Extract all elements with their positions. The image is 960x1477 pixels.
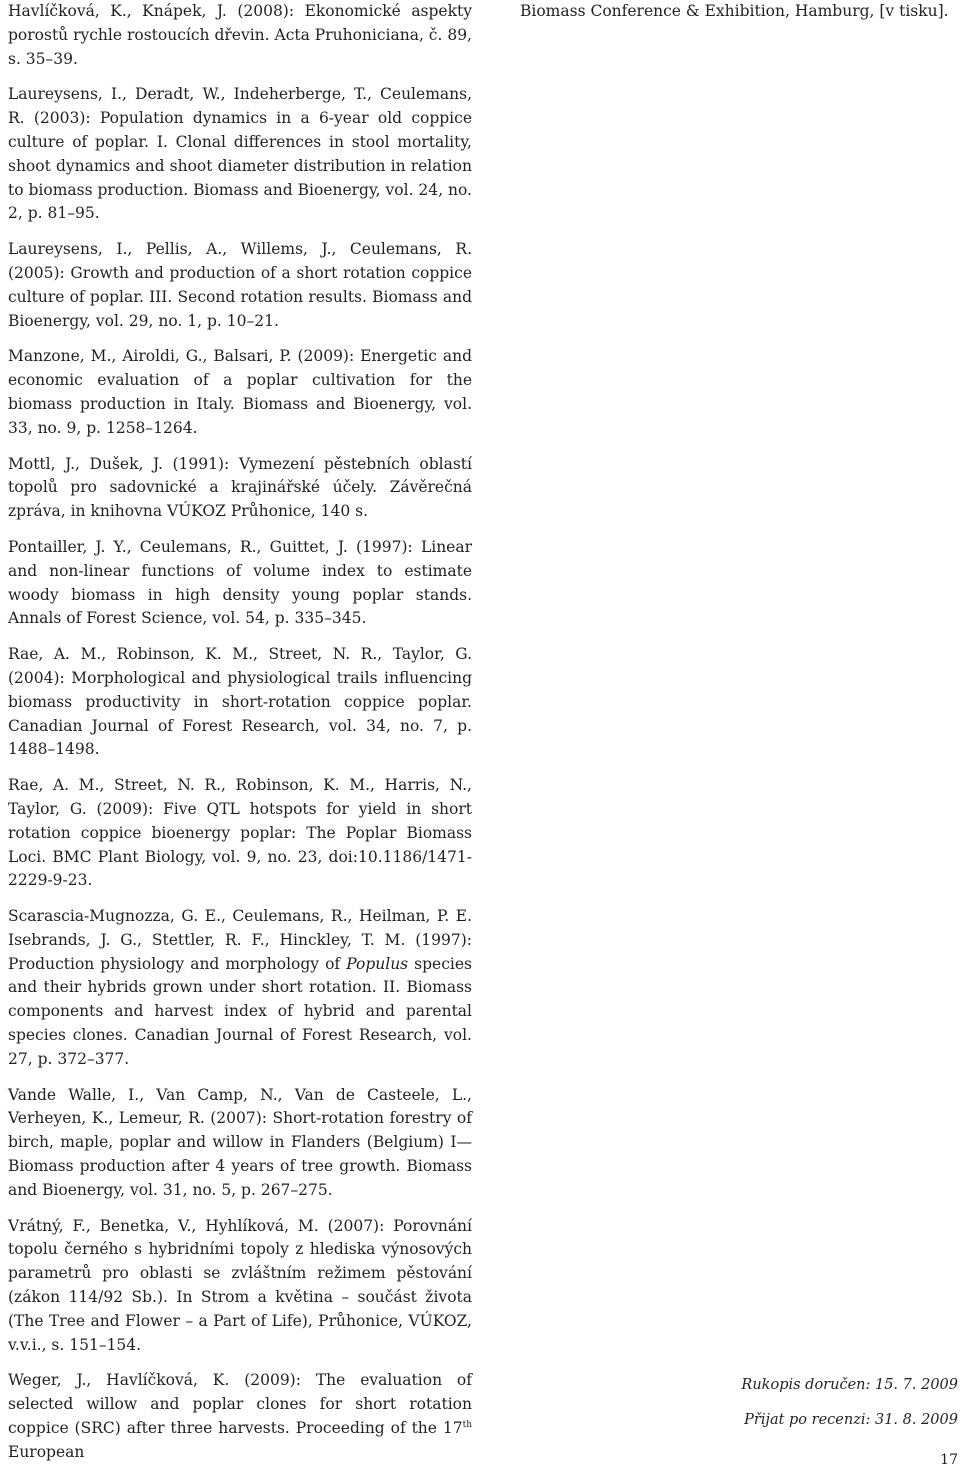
reference-laureysens-2005: Laureysens, I., Pellis, A., Willems, J., Ceulemans, R. (2005): Growth and production of a short rotation coppice culture of poplar. III. Second rotation results. Biomass and Bioenergy, vol. 29, no. 1, p. 10–21. <box>8 240 472 330</box>
reference-text-part: Scarascia-Mugnozza, G. E., Ceulemans, R., Heilman, P. E. Isebrands, J. G., Stettler, R. F., Hinckley, T. M. (1997): Production physiology and morphology of <box>8 907 472 973</box>
taxon-name: Populus <box>346 954 409 973</box>
reference-rae-2009: Rae, A. M., Street, N. R., Robinson, K. M., Harris, N., Taylor, G. (2009): Five QTL hotspots for yield in short rotation coppice bioenergy poplar: The Poplar Biomass Loci. BMC Plant Biology, vol. 9, no. 23, doi:10.1186/1471-2229-9-23. <box>8 776 472 890</box>
reference-weger-2009 <box>8 1369 472 1464</box>
reference-vratny-2007: Vrátný, F., Benetka, V., Hyhlíková, M. (2007): Porovnání topolu černého s hybridními topoly z hlediska výnosových parametrů pro oblasti se zvláštním režimem pěstování (zákon 114/92 Sb.). In Strom a květina – součást života (The Tree and Flower – a Part of Life), Průhonice, VÚKOZ, v.v.i., s. 151–154. <box>8 1216 472 1354</box>
ordinal-suffix: th <box>462 1419 472 1430</box>
reference-scarascia-1997 <box>8 905 472 1072</box>
reference-mottl-1991: Mottl, J., Dušek, J. (1991): Vymezení pěstebních oblastí topolů pro sadovnické a krajinářské účely. Závěrečná zpráva, in knihovna VÚKOZ Průhonice, 140 s. <box>8 454 472 521</box>
accepted-note: Přijat po recenzi: 31. 8. 2009 <box>744 1411 958 1428</box>
reference-continuation: Biomass Conference & Exhibition, Hamburg, [v tisku]. <box>520 2 949 20</box>
manuscript-notes <box>741 1378 958 1447</box>
reference-text-part: species and their hybrids grown under short rotation. II. Biomass components and harvest index of hybrid and parental species clones. Canadian Journal of Forest Research, vol. 27, p. 372–377. <box>8 954 472 1068</box>
reference-havlickova-2008: Havlíčková, K., Knápek, J. (2008): Ekonomické aspekty porostů rychle rostoucích dřevin. Acta Pruhoniciana, č. 89, s. 35–39. <box>8 2 472 68</box>
reference-rae-2004: Rae, A. M., Robinson, K. M., Street, N. R., Taylor, G. (2004): Morphological and physiological trails influencing biomass productivity in short-rotation coppice poplar. Canadian Journal of Forest Research, vol. 34, no. 7, p. 1488–1498. <box>8 645 472 759</box>
reference-text-part: European <box>8 1442 85 1461</box>
received-note: Rukopis doručen: 15. 7. 2009 <box>741 1377 958 1393</box>
reference-pontailler-1997: Pontailler, J. Y., Ceulemans, R., Guittet, J. (1997): Linear and non-linear functions of volume index to estimate woody biomass in high density young poplar stands. Annals of Forest Science, vol. 54, p. 335–345. <box>8 537 472 628</box>
reference-laureysens-2003: Laureysens, I., Deradt, W., Indeherberge, T., Ceulemans, R. (2003): Population dynamics in a 6-year old coppice culture of poplar. I. Clonal differences in stool mortality, shoot dynamics and shoot diameter distribution in relation to biomass production. Biomass and Bioenergy, vol. 24, no. 2, p. 81–95. <box>8 85 472 223</box>
reference-manzone-2009: Manzone, M., Airoldi, G., Balsari, P. (2009): Energetic and economic evaluation of a poplar cultivation for the biomass production in Italy. Biomass and Bioenergy, vol. 33, no. 9, p. 1258–1264. <box>8 347 472 437</box>
reference-text-part: Weger, J., Havlíčková, K. (2009): The evaluation of selected willow and poplar clones for short rotation coppice (SRC) after three harvests. Proceeding of the 17 <box>8 1371 472 1438</box>
reference-vande-walle-2007: Vande Walle, I., Van Camp, N., Van de Casteele, L., Verheyen, K., Lemeur, R. (2007): Short-rotation forestry of birch, maple, poplar and willow in Flanders (Belgium) I—Biomass production after 4 years of tree growth. Biomass and Bioenergy, vol. 31, no. 5, p. 267–275. <box>8 1085 472 1199</box>
reference-list <box>8 0 472 1477</box>
page-number: 17 <box>940 1452 958 1468</box>
